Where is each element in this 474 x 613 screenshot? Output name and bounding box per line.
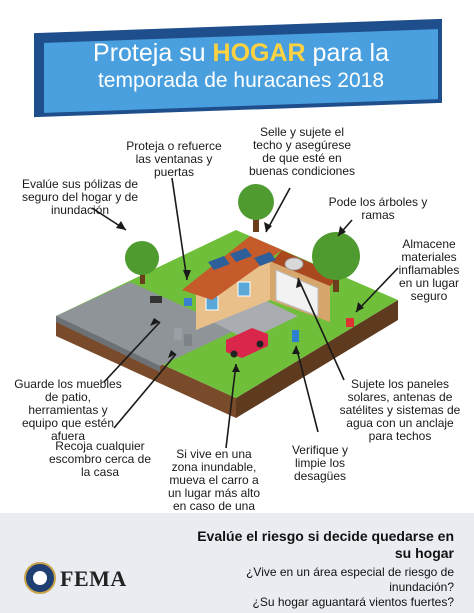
car-wheel-1	[231, 351, 238, 358]
trash-bin-1	[174, 328, 182, 340]
risk-section	[194, 528, 454, 610]
label-car: Si vive en una zona inundable, mueva el carro a un lugar más alto en caso de una	[167, 447, 261, 513]
satellite-dish	[285, 258, 303, 270]
tree-left-crown	[125, 241, 159, 275]
title-line1-pre: Proteja su	[93, 39, 213, 67]
patio-chair	[184, 298, 192, 306]
fema-logo: FEMA	[60, 566, 127, 591]
risk-question-1: ¿Vive en un área especial de riesgo de inundación?	[246, 565, 454, 594]
label-trees: Pode los árboles y ramas	[328, 195, 428, 222]
dhs-seal-icon	[24, 562, 56, 594]
title-line2: temporada de huracanes 2018	[97, 68, 385, 92]
label-solar: Sujete los paneles solares, antenas de satélites y sistemas de agua con un anclaje para techos	[339, 377, 461, 443]
label-policies: Evalúe sus pólizas de seguro del hogar y de inundación	[21, 177, 139, 217]
label-drains: Verifique y limpie los desagües	[291, 443, 349, 483]
tree-back-crown	[238, 184, 274, 220]
car-wheel-2	[257, 341, 264, 348]
tree-right-crown	[312, 232, 360, 280]
label-windows: Proteja o refuerce las ventanas y puertas	[126, 139, 222, 179]
rain-barrel	[292, 330, 299, 342]
trash-bin-2	[184, 334, 192, 346]
risk-question-2: ¿Su hogar aguantará vientos fuertes?	[252, 595, 454, 609]
label-roof: Selle y sujete el techo y asegúrese de que esté en buenas condiciones	[248, 125, 356, 178]
label-flammables: Almacene materiales inflamables en un lugar seguro	[398, 237, 460, 303]
title-line1-post: para la	[305, 39, 389, 67]
title-hogar: HOGAR	[212, 39, 306, 67]
label-patio: Guarde los muebles de patio, herramientas y equipo que estén afuera	[14, 377, 122, 443]
lawn-mower	[150, 296, 162, 303]
label-debris: Recoja cualquier escombro cerca de la casa	[48, 439, 152, 479]
risk-heading: Evalúe el riesgo si decide quedarse en su hogar	[197, 528, 454, 561]
gas-can	[346, 318, 354, 327]
window-2	[238, 282, 250, 296]
